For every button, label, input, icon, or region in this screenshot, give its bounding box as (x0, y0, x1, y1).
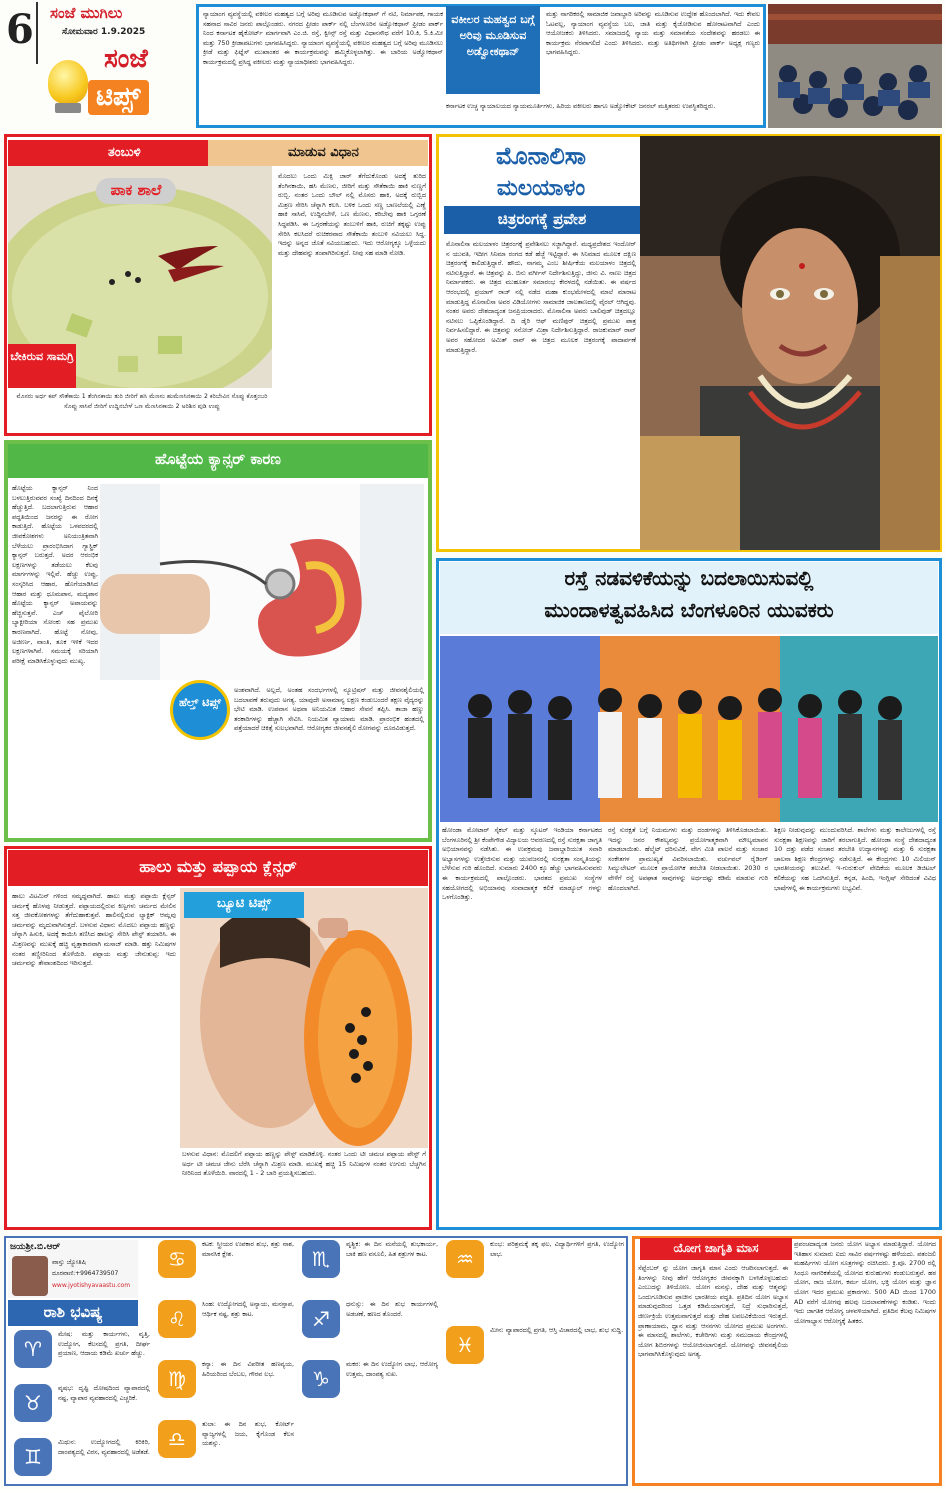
monalisa-title-1: ಮೊನಾಲಿಸಾ (496, 142, 586, 170)
bulb-icon (48, 60, 88, 104)
cancer-col2: ಅಂಶವಾಗಿದೆ. ಅಲ್ಲದೆ, ಅಂತಹ ಸಂದರ್ಭಗಳಲ್ಲಿ ನ್ಯೂಟ್ರಿಷನ್ ಮತ್ತು ಜೀವನಶೈಲಿಯಲ್ಲಿ ಬದಲಾವಣೆ ತರುವುದು ಅಗತ್ಯ. ಯಾವುದೇ ಅಸಾಮಾನ್ಯ ಲಕ್ಷಣ ಕಂಡುಬಂದರೆ ತಕ್ಷಣ ವೈದ್ಯರನ್ನು ಭೇಟಿ ಮಾಡಿ. ಉಪವಾಸ ಅಥವಾ ಅನಿಯಮಿತ ಆಹಾರ ಸೇವನೆ ತಪ್ಪಿಸಿ. ತಾಜಾ ಹಣ್ಣು ತರಕಾರಿಗಳನ್ನು ಹೆಚ್ಚಾಗಿ ಸೇವಿಸಿ. ನಿಯಮಿತ ವ್ಯಾಯಾಮ ಮಾಡಿ. ಪ್ರಾರಂಭಿಕ ಹಂತದಲ್ಲಿ ಪತ್ತೆಯಾದರೆ ಚಿಕಿತ್ಸೆ ಸುಲಭವಾಗಿದೆ. ಆರೋಗ್ಯಕರ ಜೀವನಶೈಲಿ ರೋಗವನ್ನು ದೂರವಿಡುತ್ತದೆ. (234, 686, 424, 733)
cancer-title: ಹೊಟ್ಟೆಯ ಕ್ಯಾನ್ಸರ್ ಕಾರಣ (155, 450, 281, 468)
aries-icon: ♈ (14, 1330, 52, 1368)
rasi-leo: ಸಿಂಹ: ಉದ್ಯೋಗದಲ್ಲಿ ಅನ್ಯಾಯ, ಮನಸ್ತಾಪ, ಆರ್ಥಿಕ ನಷ್ಟ, ಶತ್ರು ಕಾಟ. (202, 1300, 294, 1318)
masthead-divider (36, 2, 38, 64)
monalisa-photo (640, 136, 940, 550)
papaya-photo (180, 888, 428, 1148)
issue-date: ಸೋಮವಾರ 1.9.2025 (62, 27, 146, 37)
astrologer-role: ವಾಸ್ತು ಜ್ಯೋತಿಷಿ (52, 1258, 87, 1266)
libra-icon: ♎ (158, 1420, 196, 1458)
monalisa-title-2: ಮಲಯಾಳಂ (496, 176, 586, 201)
road-group-photo (440, 636, 938, 822)
astrologer-phone: ದೂರವಾಣಿ:+9964739507 (52, 1270, 119, 1277)
cancer-sign-icon: ♋ (158, 1240, 196, 1278)
column-title-tips: ಟಿಪ್ಸ್ (88, 80, 149, 115)
bulb-base-icon (55, 103, 81, 113)
ingredients-text: ಮೊಸರು ಅರ್ಧ ಕಪ್ ಸೌತೆಕಾಯಿ 1 ತೆಂಗಿನಕಾಯಿ ತುರಿ ಜೀರಿಗೆ ಹಸಿ ಮೆಣಸು ಹುಮೆಣಸಿನಕಾಯಿ 2 ಕರಿಬೇವಿನ ಸೊಪ್ಪು ಕೊತ್ತಂಬರಿ ಸೊಪ್ಪು ಸಾಸಿವೆ ಜೀರಿಗೆ ಉದ್ದಿನಬೇಳೆ ಒಣ ಮೆಣಸಿನಕಾಯಿ 2 ಅರಿಶಿನ ಪುಡಿ ಉಪ್ಪು (16, 393, 268, 410)
yoga-col1: ಸೆಪ್ಟೆಂಬರ್ ನ್ನು ಯೋಗ ಜಾಗೃತಿ ಮಾಸ ಎಂದು ಆಚರಿಸಲಾಗುತ್ತದೆ. ಈ ತಿಂಗಳನ್ನು ನೀವು ಹೇಗೆ ಆರೋಗ್ಯಕರ ಜೀವನಕ್ಕಾಗಿ ಬಳಸಿಕೊಳ್ಳಬಹುದು ಎಂಬುದನ್ನು ತಿಳಿಯೋಣ. ಯೋಗ ಮನಸ್ಸು, ದೇಹ ಮತ್ತು ಆತ್ಮವನ್ನು ಒಂದುಗೂಡಿಸುವ ಪ್ರಾಚೀನ ಭಾರತೀಯ ಪದ್ಧತಿ. ಪ್ರತಿದಿನ ಯೋಗ ಅಭ್ಯಾಸ ಮಾಡುವುದರಿಂದ ಒತ್ತಡ ಕಡಿಮೆಯಾಗುತ್ತದೆ, ನಿದ್ರೆ ಸುಧಾರಿಸುತ್ತದೆ, ಜೀರ್ಣಕ್ರಿಯೆ ಉತ್ತಮವಾಗುತ್ತದೆ ಮತ್ತು ದೇಹ ಲವಲವಿಕೆಯಿಂದ ಇರುತ್ತದೆ. ಪ್ರಾಣಾಯಾಮ, ಧ್ಯಾನ ಮತ್ತು ಆಸನಗಳು ಯೋಗದ ಪ್ರಮುಖ ಅಂಗಗಳು. ಈ ಮಾಸದಲ್ಲಿ ಶಾಲೆಗಳು, ಕಚೇರಿಗಳು ಮತ್ತು ಸಮುದಾಯ ಕೇಂದ್ರಗಳಲ್ಲಿ ಯೋಗ ಶಿಬಿರಗಳನ್ನು ಆಯೋಜಿಸಲಾಗುತ್ತದೆ. ಯೋಗವನ್ನು ಜೀವನಶೈಲಿಯ ಭಾಗವಾಗಿಸಿಕೊಳ್ಳುವುದು ಅಗತ್ಯ. (638, 1264, 788, 1359)
rasi-libra: ತುಲಾ: ಈ ದಿನ ಶುಭ, ಕೋರ್ಟ್ ವ್ಯಾಜ್ಯಗಳಲ್ಲಿ ಜಯ, ಕೈಗೊಂಡ ಕೆಲಸ ಯಶಸ್ಸು. (202, 1420, 294, 1448)
astrologer-website: www.jyotishyavaastu.com (52, 1282, 131, 1289)
yoga-col2: ಪ್ರಪಂಚದಾದ್ಯಂತ ಜನರು ಯೋಗ ಅಭ್ಯಾಸ ಮಾಡುತ್ತಿದ್ದಾರೆ. ಯೋಗದ ಇತಿಹಾಸ ಸುಮಾರು ಐದು ಸಾವಿರ ವರ್ಷಗಳಷ್ಟು ಹಳೆಯದು. ಪತಂಜಲಿ ಮಹರ್ಷಿಗಳು ಯೋಗ ಸೂತ್ರಗಳನ್ನು ರಚಿಸಿದರು. ಕ್ರಿ.ಪೂ. 2700 ರಲ್ಲಿ ಸಿಂಧೂ ನಾಗರಿಕತೆಯಲ್ಲಿ ಯೋಗದ ಕುರುಹುಗಳು ಕಂಡುಬರುತ್ತವೆ. ಹಠ ಯೋಗ, ರಾಜ ಯೋಗ, ಕರ್ಮ ಯೋಗ, ಭಕ್ತಿ ಯೋಗ ಮತ್ತು ಜ್ಞಾನ ಯೋಗ ಇದರ ಪ್ರಮುಖ ಪ್ರಕಾರಗಳು. 500 AD ಯಿಂದ 1700 AD ವರೆಗೆ ಯೋಗವು ಹಲವು ಬದಲಾವಣೆಗಳನ್ನು ಕಂಡಿತು. ಇಂದು ಇದು ಜಾಗತಿಕ ಆರೋಗ್ಯ ಚಳವಳಿಯಾಗಿದೆ. ಪ್ರತಿದಿನ ಕೆಲವು ನಿಮಿಷಗಳ ಯೋಗಾಭ್ಯಾಸ ಆರೋಗ್ಯಕ್ಕೆ ಹಿತಕರ. (794, 1240, 936, 1325)
aquarius-icon: ♒ (446, 1240, 484, 1278)
advocathon-col1: ನ್ಯಾಯಾಂಗ ವ್ಯವಸ್ಥೆಯಲ್ಲಿ ವಕೀಲರ ಮಹತ್ವದ ಬಗ್ಗೆ ಅರಿವು ಮೂಡಿಸುವ ಅಡ್ವೋಕಥಾನ್ ಗೆ ನಟಿ, ನಿರ್ಮಾಪಕ, ಗಾಯಕ ಸಹನಾದ ಸಾವಿರ ಜನರು ಪಾಲ್ಗೊಂಡರು. ನಗರದ ಫ್ರೀಡಂ ಪಾರ್ಕ್ ನಲ್ಲಿ ಬೆಂಗಳೂರಿನ ಅಡ್ವೋಕಥಾನ್ ಫ್ರೀಡಂ ಪಾರ್ಕ್ ನಿಂದ ಕರ್ನಾಟಕ ಹೈಕೋರ್ಟ್ ಮಾರ್ಗವಾಗಿ ಎಂ.ಜಿ. ರಸ್ತೆ, ಕ್ವೀನ್ಸ್ ರಸ್ತೆ ಮತ್ತು ವಿಧಾನಸೌಧ ವರೆಗೆ 10.ಕಿ, 5.ಕಿ.ಮೀ ಮತ್ತು 750 ಕ್ರೀಡಾಪಟುಗಳು ಭಾಗವಹಿಸಿದ್ದರು. ನ್ಯಾಯಾಂಗ ವ್ಯವಸ್ಥೆಯಲ್ಲಿ ವಕೀಲರ ಮಹತ್ವದ ಬಗ್ಗೆ ಅರಿವು ಮೂಡಿಸಲು ಕ್ರೀಡೆ ಮತ್ತು ಫಿಟ್ನೆಸ್ ಮುಖಾಂತರ ಈ ಕಾರ್ಯಕ್ರಮವನ್ನು ಹಮ್ಮಿಕೊಳ್ಳಲಾಗಿತ್ತು. ಈ ಬಾರಿಯ ಅಡ್ವೋಕಥಾನ್ ಕಾರ್ಯಕ್ರಮದಲ್ಲಿ ಪ್ರಸಿದ್ಧ ವಕೀಲರು ಮತ್ತು ನ್ಯಾಯಾಧೀಶರು ಭಾಗವಹಿಸಿದ್ದರು. (203, 10, 443, 66)
recipe-method-text: ಮೊದಲು ಒಂದು ಮಿಕ್ಸಿ ಜಾರ್ ತೆಗೆದುಕೊಂಡು ಅದಕ್ಕೆ ತುರಿದ ತೆಂಗಿನಕಾಯಿ, ಹಸಿ ಮೆಣಸು, ಜೀರಿಗೆ ಮತ್ತು ಸೌತೆಕಾಯಿ ಹಾಕಿ ನುಣ್ಣಗೆ ರುಬ್ಬಿ. ನಂತರ ಒಂದು ಬೌಲ್ ನಲ್ಲಿ ಮೊಸರು ಹಾಕಿ, ಅದಕ್ಕೆ ರುಬ್ಬಿದ ಮಿಶ್ರಣ ಸೇರಿಸಿ ಚೆನ್ನಾಗಿ ಕಲಸಿ. ಬಳಿಕ ಒಂದು ಸಣ್ಣ ಬಾಣಲೆಯಲ್ಲಿ ಎಣ್ಣೆ ಹಾಕಿ ಸಾಸಿವೆ, ಉದ್ದಿನಬೇಳೆ, ಒಣ ಮೆಣಸು, ಕರಿಬೇವು ಹಾಕಿ ಒಗ್ಗರಣೆ ಸಿದ್ಧಪಡಿಸಿ. ಈ ಒಗ್ಗರಣೆಯನ್ನು ತಂಬುಳಿಗೆ ಹಾಕಿ, ರುಚಿಗೆ ತಕ್ಕಷ್ಟು ಉಪ್ಪು ಸೇರಿಸಿ ಕಲಸಿದರೆ ರುಚಿಕರವಾದ ಸೌತೆಕಾಯಿ ತಂಬುಳಿ ಸವಿಯಲು ಸಿದ್ಧ. ಇದನ್ನು ಅನ್ನದ ಜೊತೆ ಸವಿಯಬಹುದು. ಇದು ಆರೋಗ್ಯಕ್ಕೂ ಒಳ್ಳೆಯದು ಮತ್ತು ದೇಹವನ್ನು ತಂಪಾಗಿರಿಸುತ್ತದೆ. ನೀವು ಸಹ ಮಾಡಿ ನೋಡಿ. (278, 172, 426, 257)
astrologer-avatar (12, 1256, 48, 1296)
leo-icon: ♌ (158, 1300, 196, 1338)
virgo-icon: ♍ (158, 1360, 196, 1398)
sagittarius-icon: ♐ (302, 1300, 340, 1338)
beauty-tips-badge: ಬ್ಯೂಟಿ ಟಿಪ್ಸ್ (184, 892, 304, 918)
rasi-taurus: ವೃಷಭ: ದೃಷ್ಟಿ ದೋಷದಿಂದ ವ್ಯಾಪಾರದಲ್ಲಿ ನಷ್ಟ, ವ್ಯಾಪಾರ ವ್ಯವಹಾರದಲ್ಲಿ ಎಚ್ಚರಿಕೆ. (58, 1384, 150, 1402)
capricorn-icon: ♑ (302, 1360, 340, 1398)
ingredients-label: ಬೇಕಿರುವ ಸಾಮಗ್ರಿ (8, 344, 76, 388)
stomach-illustration (100, 484, 424, 680)
road-col1: ಹೋಂಡಾ ಮೋಟಾರ್ ಸೈಕಲ್ ಮತ್ತು ಸ್ಕೂಟರ್ ಇಂಡಿಯಾ ಕರ್ನಾಟಕದ ಬೆಂಗಳೂರಿನಲ್ಲಿ ಶ್ರೀ ಕೆಂಪೇಗೌಡ ವಿದ್ಯಾಲಯ ಆವರಣದಲ್ಲಿ ರಸ್ತೆ ಸುರಕ್ಷತಾ ಜಾಗೃತಿ ಅಭಿಯಾನವನ್ನು ನಡೆಸಿತು. ಈ ಉಪಕ್ರಮವು ಜವಾಬ್ದಾರಿಯುತ ಸವಾರಿ ಅಭ್ಯಾಸಗಳನ್ನು ಉತ್ತೇಜಿಸುವ ಮತ್ತು ಯುವಜನರಲ್ಲಿ ಸುರಕ್ಷತಾ ಸಂಸ್ಕೃತಿಯನ್ನು ಬೆಳೆಸುವ ಗುರಿ ಹೊಂದಿದೆ. ಸುಮಾರು 2400 ಕ್ಕೂ ಹೆಚ್ಚು ಭಾಗವಹಿಸುವವರು ಈ ಕಾರ್ಯಕ್ರಮದಲ್ಲಿ ಪಾಲ್ಗೊಂಡರು. ಭಾರತದ ಪ್ರಮುಖ ಸಂಸ್ಥೆಗಳ ಸಹಯೋಗದಲ್ಲಿ ಅಭಿಯಾನವು ಸಂವಾದಾತ್ಮಕ ಕಲಿಕೆ ಮಾಡ್ಯೂಲ್ ಗಳನ್ನು ಒಳಗೊಂಡಿತ್ತು. (442, 826, 602, 902)
road-title-1: ರಸ್ತೆ ನಡವಳಿಕೆಯನ್ನು ಬದಲಾಯಿಸುವಲ್ಲಿ (564, 566, 814, 590)
rasi-pisces: ಮೀನ: ವ್ಯಾಪಾರದಲ್ಲಿ ಪ್ರಗತಿ, ಆಸ್ತಿ ವಿಚಾರದಲ್ಲಿ ಲಾಭ, ಶುಭ ಸುದ್ದಿ. (490, 1326, 624, 1334)
rasi-gemini: ಮಿಥುನ: ಉದ್ಯೋಗದಲ್ಲಿ ಕಿರಿಕಿರಿ, ದಾಂಪತ್ಯದಲ್ಲಿ ವಿರಸ, ವ್ಯವಹಾರದಲ್ಲಿ ಅಡೆತಡೆ. (58, 1438, 150, 1456)
rasi-virgo: ಕನ್ಯಾ: ಈ ದಿನ ವಿಪರೀತ ಹಣವ್ಯಯ, ಹಿರಿಯರಿಂದ ಬೆಂಬಲ, ಗೌರವ ಲಭ. (202, 1360, 294, 1378)
recipe-paka-title: ಪಾಕ ಶಾಲೆ (96, 178, 176, 204)
road-col2: ರಸ್ತೆ ಸುರಕ್ಷತೆ ಬಗ್ಗೆ ನಿಯಮಗಳು ಮತ್ತು ದಂಡಗಳನ್ನು ತಿಳಿಸಿಕೊಡಲಾಯಿತು. ಇದನ್ನು ಜನರ ಕೌಶಲ್ಯವನ್ನು ಪ್ರಯೋಗಾತ್ಮಕವಾಗಿ ಮೌಲ್ಯಮಾಪನ ಮಾಡಲಾಯಿತು. ಹೆಲ್ಮೆಟ್ ಧರಿಸುವಿಕೆ, ವೇಗ ಮಿತಿ ಪಾಲನೆ ಮತ್ತು ಸಂಚಾರ ಸಂಕೇತಗಳ ಪ್ರಾಮುಖ್ಯತೆ ವಿವರಿಸಲಾಯಿತು. ವರ್ಚುವಲ್ ರೈಡಿಂಗ್ ಸಿಮ್ಯುಲೇಟರ್ ಮೂಲಕ ಪ್ರಾಯೋಗಿಕ ತರಬೇತಿ ನೀಡಲಾಯಿತು. 2030 ರ ವೇಳೆಗೆ ರಸ್ತೆ ಅಪಘಾತ ಸಾವುಗಳನ್ನು ಅರ್ಧದಷ್ಟು ಕಡಿಮೆ ಮಾಡುವ ಗುರಿ ಹೊಂದಲಾಗಿದೆ. (608, 826, 768, 892)
papaya-col2: ಬಳಸುವ ವಿಧಾನ: ಮೊದಲಿಗೆ ಪಪ್ಪಾಯ ಹಣ್ಣನ್ನು ಪೇಸ್ಟ್ ಮಾಡಿಕೊಳ್ಳಿ. ನಂತರ ಒಂದು ಟೀ ಚಮಚ ಪಪ್ಪಾಯ ಪೇಸ್ಟ್ ಗೆ ಅರ್ಧ ಟೀ ಚಮಚ ಜೇನು ಬೆರೆಸಿ ಚೆನ್ನಾಗಿ ಮಿಶ್ರಣ ಮಾಡಿ. ಮುಖಕ್ಕೆ ಹಚ್ಚಿ 15 ನಿಮಿಷಗಳ ನಂತರ ಉಗುರು ಬೆಚ್ಚಗಿನ ನೀರಿನಿಂದ ತೊಳೆಯಿರಿ. ವಾರದಲ್ಲಿ 1 - 2 ಬಾರಿ ಪ್ರಯತ್ನಿಸಬಹುದು. (182, 1150, 426, 1178)
page-number-text: 6 (6, 6, 34, 53)
rasi-cancer: ಕಟಕ: ಸ್ತ್ರೀಯರ ಉಪಕಾರ ಶುಭ, ಶತ್ರು ನಾಶ, ಮಾನಸಿಕ ಕ್ಲೇಶ. (202, 1240, 294, 1258)
recipe-tab-tambuli: ತಂಬುಳಿ (8, 140, 208, 166)
monalisa-subtitle: ಚಿತ್ರರಂಗಕ್ಕೆ ಪ್ರವೇಶ (444, 206, 640, 234)
advocathon-photo (768, 4, 942, 128)
road-title-2: ಮುಂದಾಳತ್ವವಹಿಸಿದ ಬೆಂಗಳೂರಿನ ಯುವಕರು (544, 598, 834, 622)
advocathon-badge: ವಕೀಲರ ಮಹತ್ವದ ಬಗ್ಗೆ ಅರಿವು ಮೂಡಿಸುವ ಅಡ್ವೋಕಥಾನ್ (446, 6, 540, 94)
scorpio-icon: ♏ (302, 1240, 340, 1278)
cancer-col1: ಹೊಟ್ಟೆಯ ಕ್ಯಾನ್ಸರ್ ನಿಂದ ಬಳಲುತ್ತಿರುವವರ ಸಂಖ್ಯೆ ದಿನದಿಂದ ದಿನಕ್ಕೆ ಹೆಚ್ಚುತ್ತಿದೆ. ಬದಲಾಗುತ್ತಿರುವ ಆಹಾರ ಪದ್ಧತಿಯಿಂದ ಜನರನ್ನು ಈ ರೋಗ ಕಾಡುತ್ತಿದೆ. ಹೊಟ್ಟೆಯ ಒಳಪದರದಲ್ಲಿ ಜೀವಕೋಶಗಳು ಅನಿಯಂತ್ರಿತವಾಗಿ ಬೆಳೆಯಲು ಪ್ರಾರಂಭಿಸಿದಾಗ ಗ್ಯಾಸ್ಟ್ರಿಕ್ ಕ್ಯಾನ್ಸರ್ ಬರುತ್ತದೆ. ಅದರ ಆರಂಭಿಕ ಲಕ್ಷಣಗಳನ್ನು ತಡೆಯಲು ಕೆಲವು ಮಾರ್ಗಗಳನ್ನು ಇಲ್ಲಿವೆ. ಹೆಚ್ಚು ಉಪ್ಪು, ಸಂಸ್ಕರಿಸಿದ ಆಹಾರ, ಹೊಗೆಯಾಡಿಸಿದ ಆಹಾರ ಮತ್ತು ಧೂಮಪಾನ, ಮದ್ಯಪಾನ ಹೊಟ್ಟೆಯ ಕ್ಯಾನ್ಸರ್ ಅಪಾಯವನ್ನು ಹೆಚ್ಚಿಸುತ್ತವೆ. ಎಚ್ ಪೈಲೋರಿ ಬ್ಯಾಕ್ಟೀರಿಯಾ ಸೋಂಕು ಸಹ ಪ್ರಮುಖ ಕಾರಣವಾಗಿದೆ. ಹೊಟ್ಟೆ ನೋವು, ಅಜೀರ್ಣ, ವಾಂತಿ, ತೂಕ ಇಳಿಕೆ ಇದರ ಲಕ್ಷಣಗಳಾಗಿವೆ. ಸಮಯಕ್ಕೆ ಸರಿಯಾಗಿ ಪರೀಕ್ಷೆ ಮಾಡಿಸಿಕೊಳ್ಳುವುದು ಮುಖ್ಯ. (12, 484, 98, 665)
rasi-aries: ಮೇಷ: ಮತ್ತು ಕಾರ್ಯಗಳು, ವೃತ್ತಿ, ಉದ್ಯೋಗ, ಕೆಲಸದಲ್ಲಿ ಪ್ರಗತಿ, ದೀರ್ಘ ಪ್ರಯಾಣ, ಆದಾಯ ಕಡಿಮೆ ಖರ್ಚು ಹೆಚ್ಚು. (58, 1330, 150, 1358)
page-number (6, 6, 46, 56)
road-col3: ಶಿಕ್ಷಣ ನೀಡುವುದನ್ನು ಮುಂದುವರಿಸಿದೆ. ಶಾಲೆಗಳು ಮತ್ತು ಕಾಲೇಜುಗಳಲ್ಲಿ ರಸ್ತೆ ಸುರಕ್ಷತಾ ಶಿಕ್ಷಣವನ್ನು ಜಾರಿಗೆ ತರಲಾಗುತ್ತಿದೆ. ಹೋಂಡಾ ಸಂಸ್ಥೆ ದೇಶದಾದ್ಯಂತ 10 ದತ್ತು ಪಡೆದ ಸಂಚಾರ ತರಬೇತಿ ಉದ್ಯಾನಗಳನ್ನು ಮತ್ತು 6 ಸುರಕ್ಷತಾ ಚಾಲನಾ ಶಿಕ್ಷಣ ಕೇಂದ್ರಗಳನ್ನು ನಡೆಸುತ್ತಿದೆ. ಈ ಕೇಂದ್ರಗಳು 10 ಮಿಲಿಯನ್ ಭಾರತೀಯರನ್ನು ತಲುಪಿವೆ. ಇ-ಗುರುಕುಲ್ ವೇದಿಕೆಯ ಮೂಲಕ ಡಿಜಿಟಲ್ ಕಲಿಕೆಯನ್ನು ಸಹ ಒದಗಿಸುತ್ತಿದೆ. ಕನ್ನಡ, ಹಿಂದಿ, ಇಂಗ್ಲಿಷ್ ಸೇರಿದಂತೆ ವಿವಿಧ ಭಾಷೆಗಳಲ್ಲಿ ಈ ಕಾರ್ಯಕ್ರಮಗಳು ಲಭ್ಯವಿವೆ. (774, 826, 936, 892)
gemini-icon: ♊ (14, 1438, 52, 1476)
rasi-scorpio: ವೃಶ್ಚಿಕ: ಈ ದಿನ ಮನೆಯಲ್ಲಿ ಶುಭಕಾರ್ಯ, ಬಾಕಿ ಹಣ ವಸೂಲಿ, ಹಿತ ಶತ್ರುಗಳ ಕಾಟ. (346, 1240, 438, 1258)
rasi-sagittarius: ಧನುಸ್ಸು: ಈ ದಿನ ಶುಭ ಕಾರ್ಯಗಳಲ್ಲಿ ಅಡಚಣೆ, ಹಣದ ತೊಂದರೆ. (346, 1300, 438, 1318)
astrologer-name: ಜಯಶ್ರೀ.ಬಿ.ಆರ್ (10, 1242, 61, 1252)
health-tips-badge: ಹೆಲ್ತ್ ಟಿಪ್ಸ್ (170, 680, 230, 740)
monalisa-body: ಮೊನಾಲಿಸಾ ಮಲಯಾಳಂ ಚಿತ್ರರಂಗಕ್ಕೆ ಪ್ರವೇಶಿಸಲು ಸಜ್ಜಾಗಿದ್ದಾರೆ. ಮಧ್ಯಪ್ರದೇಶದ ಇಂದೋರ್ ನ ಯುವತಿ, ಇದೀಗ ಸಿನಿಮಾ ರಂಗದ ಕಡೆ ಹೆಜ್ಜೆ ಇಟ್ಟಿದ್ದಾರೆ. ಈ ಸಿನಿಮಾದ ಮೂಲಕ ದಕ್ಷಿಣ ಚಿತ್ರರಂಗಕ್ಕೆ ಕಾಲಿಡುತ್ತಿದ್ದಾರೆ. ಹೌದು, ನಾಗಮ್ಮ ಎಂಬ ಶೀರ್ಷಿಕೆಯ ಮಲಯಾಳಂ ಚಿತ್ರದಲ್ಲಿ ನಟಿಸುತ್ತಿದ್ದಾರೆ. ಈ ಚಿತ್ರವನ್ನು ಪಿ. ಬಿನು ವರ್ಗೀಸ್ ನಿರ್ದೇಶಿಸುತ್ತಿದ್ದು, ಜೀನು ವಿ. ನಾಣು ಚಿತ್ರದ ನಿರ್ಮಾಪಕರು. ಈ ಚಿತ್ರದ ಮುಹೂರ್ತ ಸಮಾರಂಭ ಕೇರಳದಲ್ಲಿ ನಡೆಯಿತು. ಈ ವರ್ಷದ ಆರಂಭದಲ್ಲಿ ಪ್ರಯಾಗ್ ರಾಜ್ ನಲ್ಲಿ ನಡೆದ ಮಹಾ ಕುಂಭಮೇಳದಲ್ಲಿ ಮಾಲೆ ಮಾರಾಟ ಮಾಡುತ್ತಿದ್ದ ಮೊನಾಲಿಸಾ ಅವರ ವಿಡಿಯೋಗಳು ಸಾಮಾಜಿಕ ಜಾಲತಾಣದಲ್ಲಿ ವೈರಲ್ ಆಗಿದ್ದವು. ನಂತರ ಅವರು ದೇಶದಾದ್ಯಂತ ಜನಪ್ರಿಯರಾದರು. ಮೊನಾಲಿಸಾ ಅವರು ಬಾಲಿವುಡ್ ಚಿತ್ರದಲ್ಲೂ ನಟಿಸಲು ಒಪ್ಪಿಕೊಂಡಿದ್ದಾರೆ. ದಿ ಡೈರಿ ಆಫ್ ಮಣಿಪುರ್ ಚಿತ್ರದಲ್ಲಿ ಪ್ರಮುಖ ಪಾತ್ರ ನಿರ್ವಹಿಸಲಿದ್ದಾರೆ. ಈ ಚಿತ್ರವನ್ನು ಸನೋಜ್ ಮಿಶ್ರಾ ನಿರ್ದೇಶಿಸುತ್ತಿದ್ದಾರೆ. ರಾಜಕುಮಾರ್ ರಾವ್ ಅವರ ಸಹೋದರ ಅಮಿತ್ ರಾವ್ ಈ ಚಿತ್ರದ ಮೂಲಕ ಚಿತ್ರರಂಗಕ್ಕೆ ಪಾದಾರ್ಪಣೆ ಮಾಡುತ್ತಿದ್ದಾರೆ. (446, 240, 636, 354)
pisces-icon: ♓ (446, 1326, 484, 1364)
taurus-icon: ♉ (14, 1384, 52, 1422)
rasi-aquarius: ಕುಂಭ: ಪರಿಶ್ರಮಕ್ಕೆ ತಕ್ಕ ಫಲ, ವಿದ್ಯಾರ್ಥಿಗಳಿಗೆ ಪ್ರಗತಿ, ಉದ್ಯೋಗ ಲಾಭ. (490, 1240, 624, 1258)
brand-name: ಸಂಜೆ ಮುಗಿಲು (50, 4, 123, 22)
recipe-tab-method: ಮಾಡುವ ವಿಧಾನ (208, 140, 428, 166)
advocathon-footer: ಕರ್ನಾಟಕ ಉಚ್ಚ ನ್ಯಾಯಾಲಯದ ನ್ಯಾಯಮೂರ್ತಿಗಳು, ಹಿರಿಯ ವಕೀಲರು ಹಾಗೂ ಅಡ್ವೋಕೇಟ್ ಜನರಲ್ ಮತ್ತಿತರರು ಉಪಸ್ಥಿತರಿದ್ದರು. (446, 102, 716, 110)
column-title-sanje: ಸಂಜೆ (104, 44, 148, 74)
advocathon-col2: ಮತ್ತು ನಾಗರಿಕರಲ್ಲಿ ಸಾಮಾಜಿಕ ಜವಾಬ್ದಾರಿ ಅರಿವನ್ನು ಮೂಡಿಸುವ ಉದ್ದೇಶ ಹೊಂದಲಾಗಿದೆ. ಇದು ಕೇವಲ ಓಟವಲ್ಲ, ನ್ಯಾಯಾಂಗ ವ್ಯವಸ್ಥೆಯ ಬಲ, ಜಾತಿ ಮತ್ತು ಕೈಜೋಡಿಸುವ ಹೋರಾಟವಾಗಿದೆ ಎಂದು ಆಯೋಜಕರು ತಿಳಿಸಿದರು. ಸಮಾಜದಲ್ಲಿ ನ್ಯಾಯ ಮತ್ತು ಸಮಾನತೆಯ ಸಂದೇಶವನ್ನು ಹರಡಲು ಈ ಕಾರ್ಯಕ್ರಮ ನೆರವಾಗಲಿದೆ ಎಂದು ತಿಳಿಸಿದರು. ಮತ್ತು ಅತಿಥಿಗಳಾಗಿ ಫ್ರೀಡಂ ಪಾರ್ಕ್ ಅಧ್ಯಕ್ಷ ಗಣ್ಯರು ಭಾಗವಹಿಸಿದ್ದರು. (546, 10, 760, 57)
horoscope-title: ರಾಶಿ ಭವಿಷ್ಯ (8, 1300, 138, 1326)
papaya-col1: ಹಾಲು ವಿಟಮಿನ್ ಗಳಿಂದ ಸಮೃದ್ಧವಾಗಿದೆ. ಹಾಲು ಮತ್ತು ಪಪ್ಪಾಯಿ ಕ್ಲೆನ್ಸರ್ ಚರ್ಮಕ್ಕೆ ಹೊಳಪು ನೀಡುತ್ತದೆ. ಪಪ್ಪಾಯದಲ್ಲಿರುವ ಕಿಣ್ವಗಳು ಚರ್ಮದ ಮೇಲಿನ ಸತ್ತ ಜೀವಕೋಶಗಳನ್ನು ತೆಗೆದುಹಾಕುತ್ತವೆ. ಹಾಲಿನಲ್ಲಿರುವ ಲ್ಯಾಕ್ಟಿಕ್ ಆಮ್ಲವು ಚರ್ಮವನ್ನು ಮೃದುವಾಗಿಸುತ್ತದೆ. ಬಳಸುವ ವಿಧಾನ: ಮೊದಲು ಪಪ್ಪಾಯ ಹಣ್ಣನ್ನು ಚೆನ್ನಾಗಿ ಹಿಸುಕಿ, ಅದಕ್ಕೆ ಕಾಯಿಸಿ ತಣಿಸಿದ ಹಾಲನ್ನು ಸೇರಿಸಿ ಪೇಸ್ಟ್ ತಯಾರಿಸಿ. ಈ ಮಿಶ್ರಣವನ್ನು ಮುಖಕ್ಕೆ ಹಚ್ಚಿ ವೃತ್ತಾಕಾರವಾಗಿ ಮಸಾಜ್ ಮಾಡಿ. ಹತ್ತು ನಿಮಿಷಗಳ ನಂತರ ತಣ್ಣೀರಿನಿಂದ ತೊಳೆಯಿರಿ. ಪಪ್ಪಾಯ ಮತ್ತು ಜೇನುತುಪ್ಪ: ಇದು ಚರ್ಮವನ್ನು ತೇವಾಂಶದಿಂದ ಇರಿಸುತ್ತದೆ. (12, 892, 176, 968)
papaya-title: ಹಾಲು ಮತ್ತು ಪಪ್ಪಾಯ ಕ್ಲೆನ್ಸರ್ (8, 850, 428, 886)
yoga-title: ಯೋಗ ಜಾಗೃತಿ ಮಾಸ (640, 1238, 792, 1260)
rasi-capricorn: ಮಕರ: ಈ ದಿನ ಉದ್ಯೋಗ ಲಾಭ, ಆರೋಗ್ಯ ಉತ್ತಮ, ದಾಂಪತ್ಯ ಸುಖ. (346, 1360, 438, 1378)
